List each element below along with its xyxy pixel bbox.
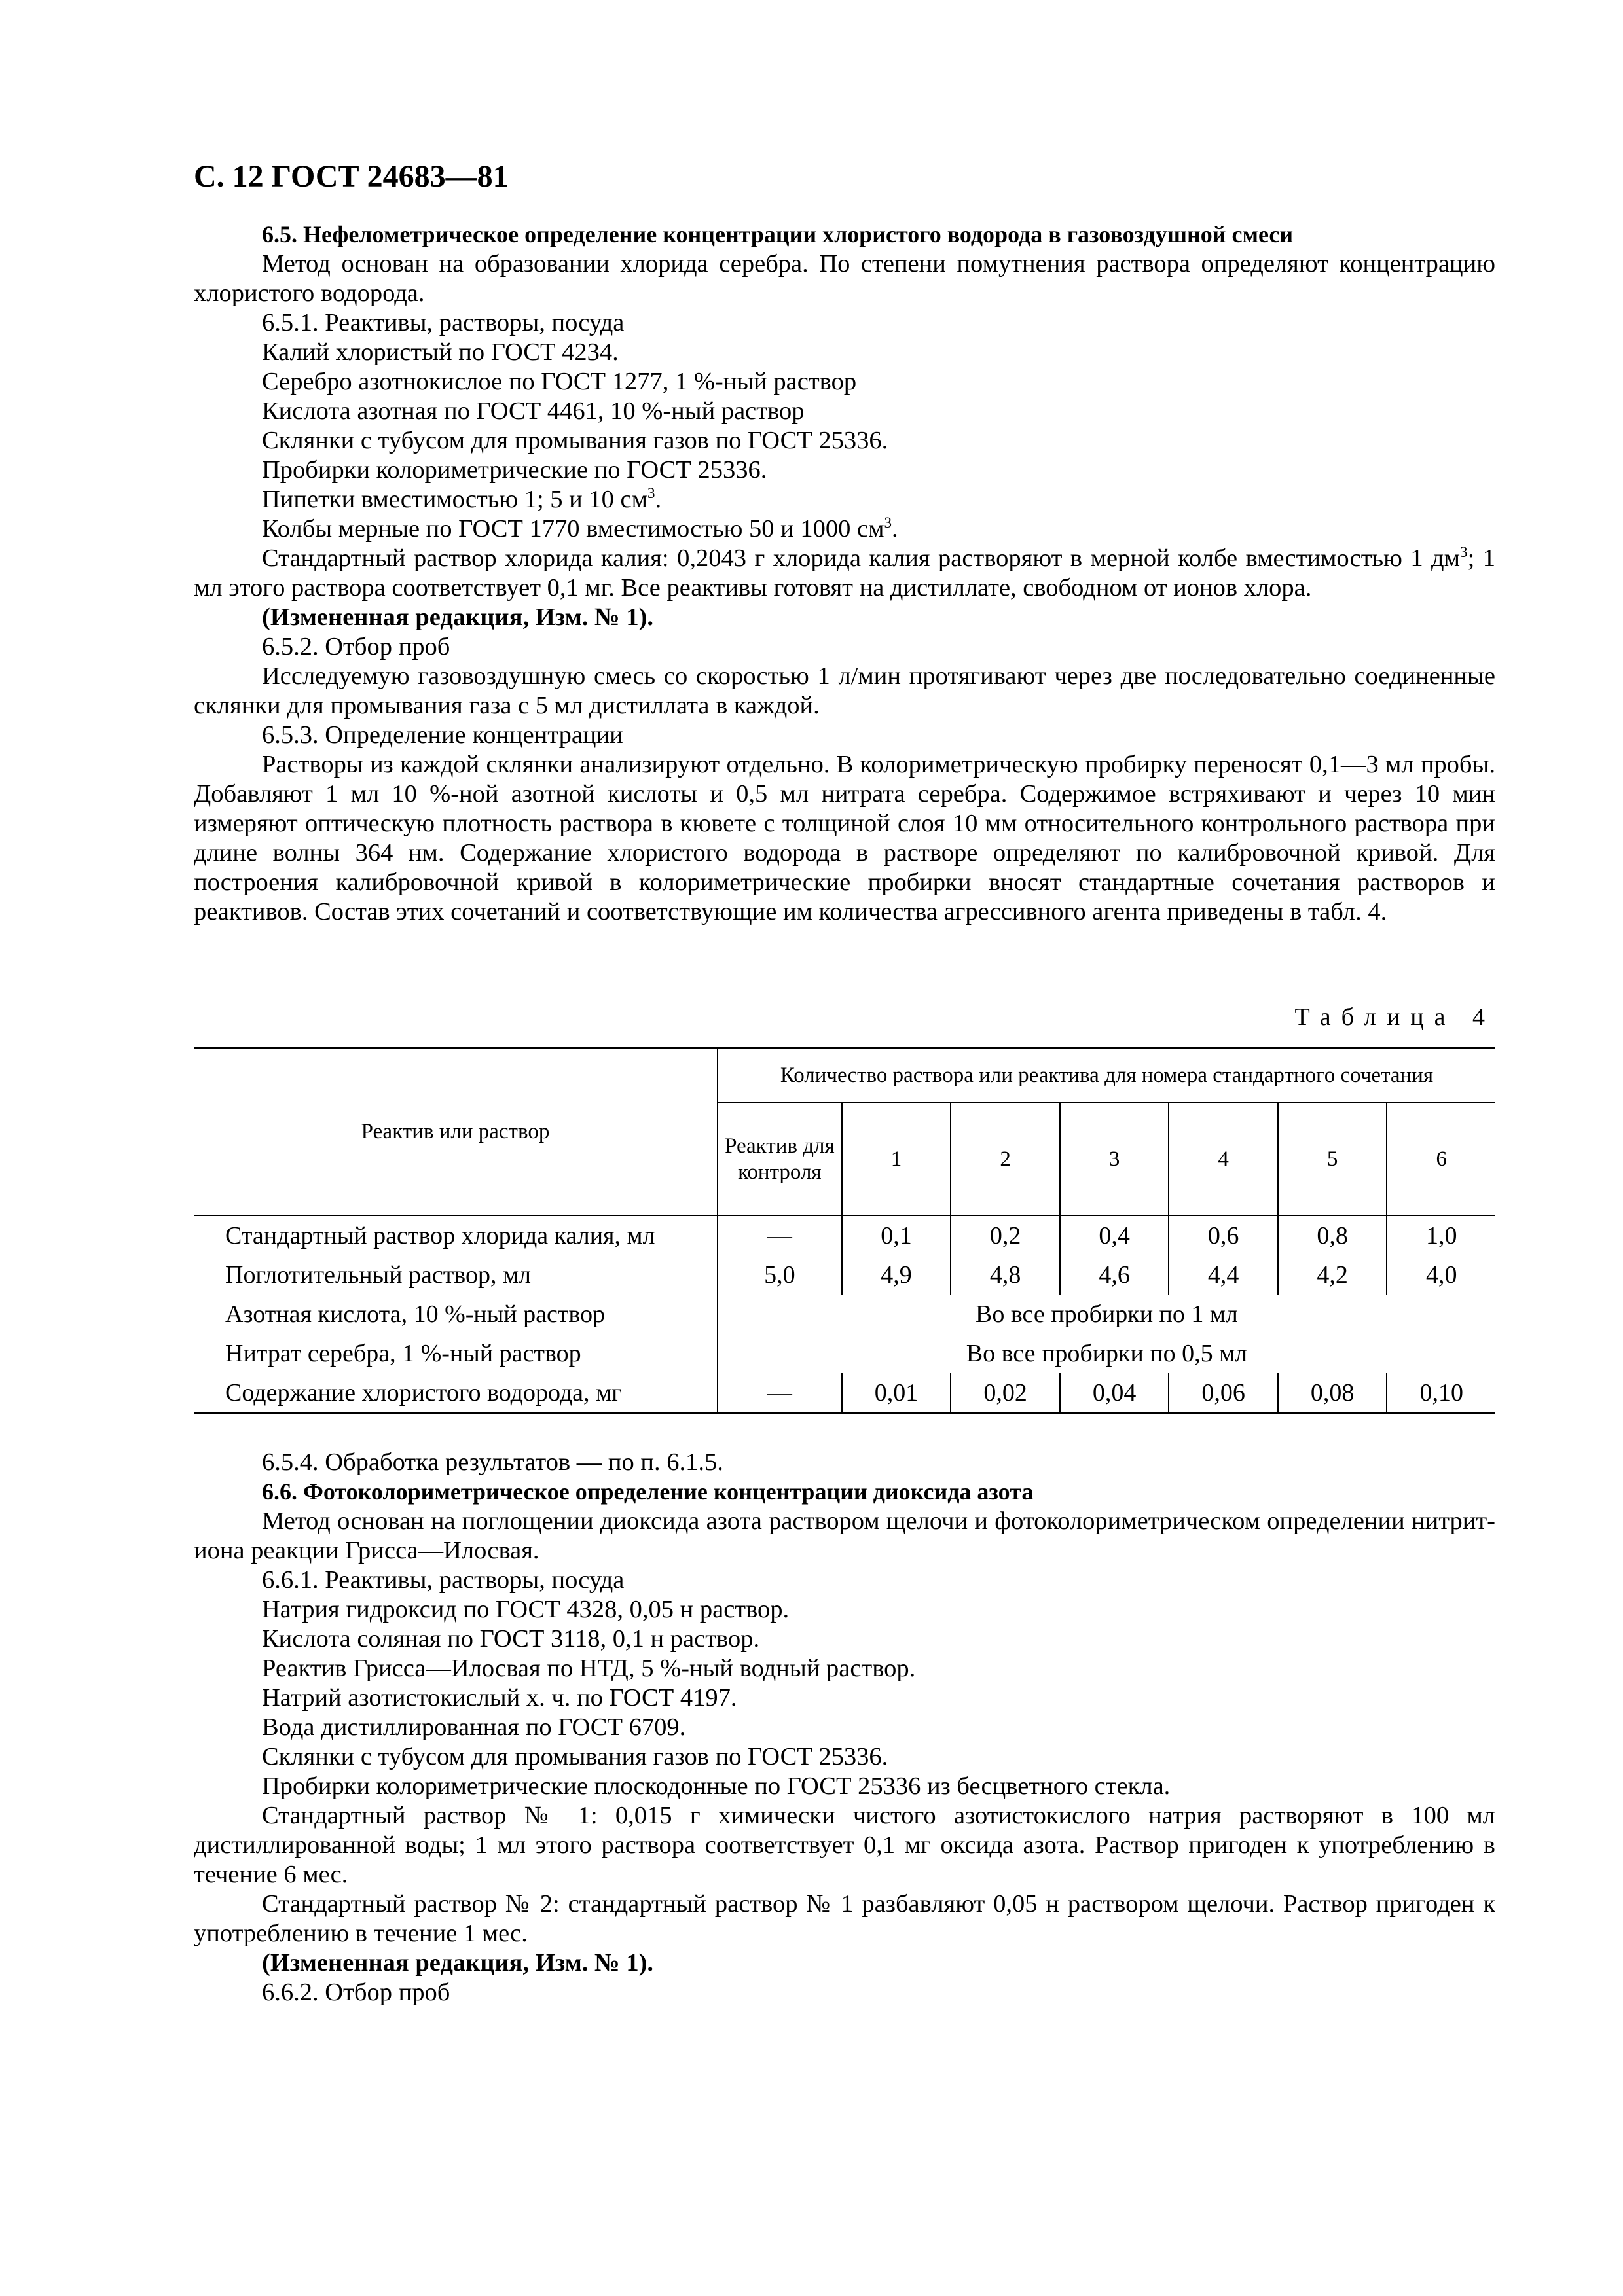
reagent-item: Склянки с тубусом для промывания газов по ГОСТ 25336. — [262, 427, 888, 454]
standard-solution-1: Стандартный раствор № 1: 0,015 г химически чистого азотистокислого натрия растворяют в 100 мл дистиллированной воды; 1 мл этого раствора соответствует 0,1 мг оксида азота. Раствор пригоден к употреблению в течение 6 мес. — [194, 1802, 1495, 1888]
table-cell: 1,0 — [1387, 1215, 1495, 1255]
row-label: Поглотительный раствор, мл — [225, 1261, 532, 1289]
table-cell: 0,6 — [1169, 1215, 1278, 1255]
table-cell: 4,6 — [1060, 1255, 1169, 1295]
reagent-item: Вода дистиллированная по ГОСТ 6709. — [262, 1713, 686, 1741]
subsection-title-6-6-2: 6.6.2. Отбор проб — [262, 1979, 450, 2006]
reagent-item: Реактив Грисса—Илосвая по НТД, 5 %-ный водный раствор. — [262, 1655, 916, 1682]
table-cell: 5,0 — [718, 1255, 842, 1295]
subsection-title-6-6-1: 6.6.1. Реактивы, растворы, посуда — [262, 1566, 625, 1594]
subsection-title-6-5-1: 6.5.1. Реактивы, растворы, посуда — [262, 309, 625, 336]
table-cell: 0,8 — [1278, 1215, 1387, 1255]
table-cell: 0,1 — [842, 1215, 951, 1255]
table-cell: 0,10 — [1387, 1373, 1495, 1413]
table-row — [194, 1215, 1495, 1255]
merged-cell: Во все пробирки по 1 мл — [718, 1295, 1495, 1334]
section-heading-6-5: 6.5. Нефелометрическое определение концентрации хлористого водорода в газовоздушной смеси — [262, 221, 1294, 247]
table-row — [194, 1334, 1495, 1373]
amendment-note: (Измененная редакция, Изм. № 1). — [262, 603, 654, 631]
table-row — [194, 1295, 1495, 1334]
table-cell: — — [718, 1215, 842, 1255]
page-header: С. 12 ГОСТ 24683—81 — [194, 159, 509, 194]
table-cell: 4,8 — [951, 1255, 1060, 1295]
determination-text: Растворы из каждой склянки анализируют отдельно. В колориметрическую пробирку переносят 0,1—3 мл пробы. Добавляют 1 мл 10 %-ной азотной кислоты и 0,5 мл нитрата серебра. Содержимое встряхивают и через 10 мин измеряют оптическую плотность раствора в кювете с толщиной слоя 10 мм относительного контрольного раствора при длине волны 364 нм. Содержание хлористого водорода в растворе определяют по калибровочной кривой. Для построения калибровочной кривой в колориметрические пробирки вносят стандартные сочетания растворов и реактивов. Состав этих сочетаний и соответствующие им количества агрессивного агента приведены в табл. 4. — [194, 751, 1495, 925]
reagent-item: Кислота соляная по ГОСТ 3118, 0,1 н раствор. — [262, 1625, 760, 1653]
row-label: Содержание хлористого водорода, мг — [194, 1373, 718, 1413]
table-cell: 4,0 — [1387, 1255, 1495, 1295]
table-cell: 0,2 — [951, 1215, 1060, 1255]
reagent-item: Пробирки колориметрические по ГОСТ 25336. — [262, 456, 767, 484]
processing-results: 6.5.4. Обработка результатов — по п. 6.1.5. — [262, 1448, 723, 1476]
table-cell: 0,06 — [1169, 1373, 1278, 1413]
row-label: Стандартный раствор хлорида калия, мл — [225, 1222, 655, 1249]
reagent-item: Склянки с тубусом для промывания газов по ГОСТ 25336. — [262, 1743, 888, 1770]
table-cell: 4,2 — [1278, 1255, 1387, 1295]
table-cell: 0,04 — [1060, 1373, 1169, 1413]
section-6-5 — [194, 220, 1495, 927]
column-header-reagent: Реактив или раствор — [194, 1048, 718, 1215]
column-header-number: 5 — [1278, 1103, 1387, 1215]
table-cell: 0,02 — [951, 1373, 1060, 1413]
amendment-note: (Измененная редакция, Изм. № 1). — [262, 1949, 654, 1977]
column-header-control: Реактив для контроля — [718, 1103, 842, 1215]
table-row — [194, 1373, 1495, 1413]
table-cell: 0,4 — [1060, 1215, 1169, 1255]
table-caption: Таблица 4 — [1294, 1003, 1495, 1031]
reagent-item: Натрия гидроксид по ГОСТ 4328, 0,05 н раствор. — [262, 1596, 790, 1623]
method-intro: Метод основан на поглощении диоксида азота раствором щелочи и фотоколориметрическом определении нитрит-иона реакции Грисса—Илосвая. — [194, 1507, 1495, 1564]
standard-solution-2: Стандартный раствор № 2: стандартный раствор № 1 разбавляют 0,05 н раствором щелочи. Раствор пригоден к употреблению в течение 1 мес. — [194, 1890, 1495, 1947]
column-header-number: 4 — [1169, 1103, 1278, 1215]
section-heading-6-6: 6.6. Фотоколориметрическое определение концентрации диоксида азота — [262, 1479, 1034, 1505]
row-label: Азотная кислота, 10 %-ный раствор — [225, 1300, 606, 1328]
sampling-text: Исследуемую газовоздушную смесь со скоростью 1 л/мин протягивают через две последовательно соединенные склянки для промывания газа с 5 мл дистиллата в каждой. — [194, 662, 1495, 719]
column-header-number: 1 — [842, 1103, 951, 1215]
reagent-item-flasks: Колбы мерные по ГОСТ 1770 вместимостью 50 и 1000 $см^3$. — [262, 514, 898, 543]
section-6-6 — [194, 1448, 1495, 2007]
reagent-item: Пробирки колориметрические плоскодонные по ГОСТ 25336 из бесцветного стекла. — [262, 1772, 1171, 1800]
table-cell: 0,08 — [1278, 1373, 1387, 1413]
method-intro: Метод основан на образовании хлорида серебра. По степени помутнения раствора определяют концентрацию хлористого водорода. — [194, 250, 1495, 307]
table-cell: 0,01 — [842, 1373, 951, 1413]
column-header-number: 6 — [1387, 1103, 1495, 1215]
subsection-title-6-5-2: 6.5.2. Отбор проб — [262, 633, 450, 660]
reagent-item-pipettes: Пипетки вместимостью 1; 5 и 10 $см^3$. — [262, 484, 662, 513]
subsection-title-6-5-3: 6.5.3. Определение концентрации — [262, 721, 623, 749]
table-cell: — — [718, 1373, 842, 1413]
table-row — [194, 1255, 1495, 1295]
row-label: Нитрат серебра, 1 %-ный раствор — [225, 1340, 581, 1367]
reagent-item: Калий хлористый по ГОСТ 4234. — [262, 338, 619, 366]
merged-cell: Во все пробирки по 0,5 мл — [718, 1334, 1495, 1373]
column-header-number: 2 — [951, 1103, 1060, 1215]
column-header-group: Количество раствора или реактива для номера стандартного сочетания — [718, 1048, 1495, 1103]
table-4 — [194, 1047, 1495, 1414]
column-header-number: 3 — [1060, 1103, 1169, 1215]
standard-solution-text: Стандартный раствор хлорида калия: 0,2043 г хлорида калия растворяют в мерной колбе вместимостью 1 $дм^3$; 1 мл этого раствора соответствует 0,1 мг. Все реактивы готовят на дистиллате, свободном от ионов хлора. — [194, 543, 1495, 601]
reagent-item: Натрий азотистокислый х. ч. по ГОСТ 4197. — [262, 1684, 737, 1712]
table-cell: 4,4 — [1169, 1255, 1278, 1295]
reagent-item: Серебро азотнокислое по ГОСТ 1277, 1 %-ный раствор — [262, 368, 857, 395]
table-cell: 4,9 — [842, 1255, 951, 1295]
reagent-item: Кислота азотная по ГОСТ 4461, 10 %-ный раствор — [262, 397, 805, 425]
